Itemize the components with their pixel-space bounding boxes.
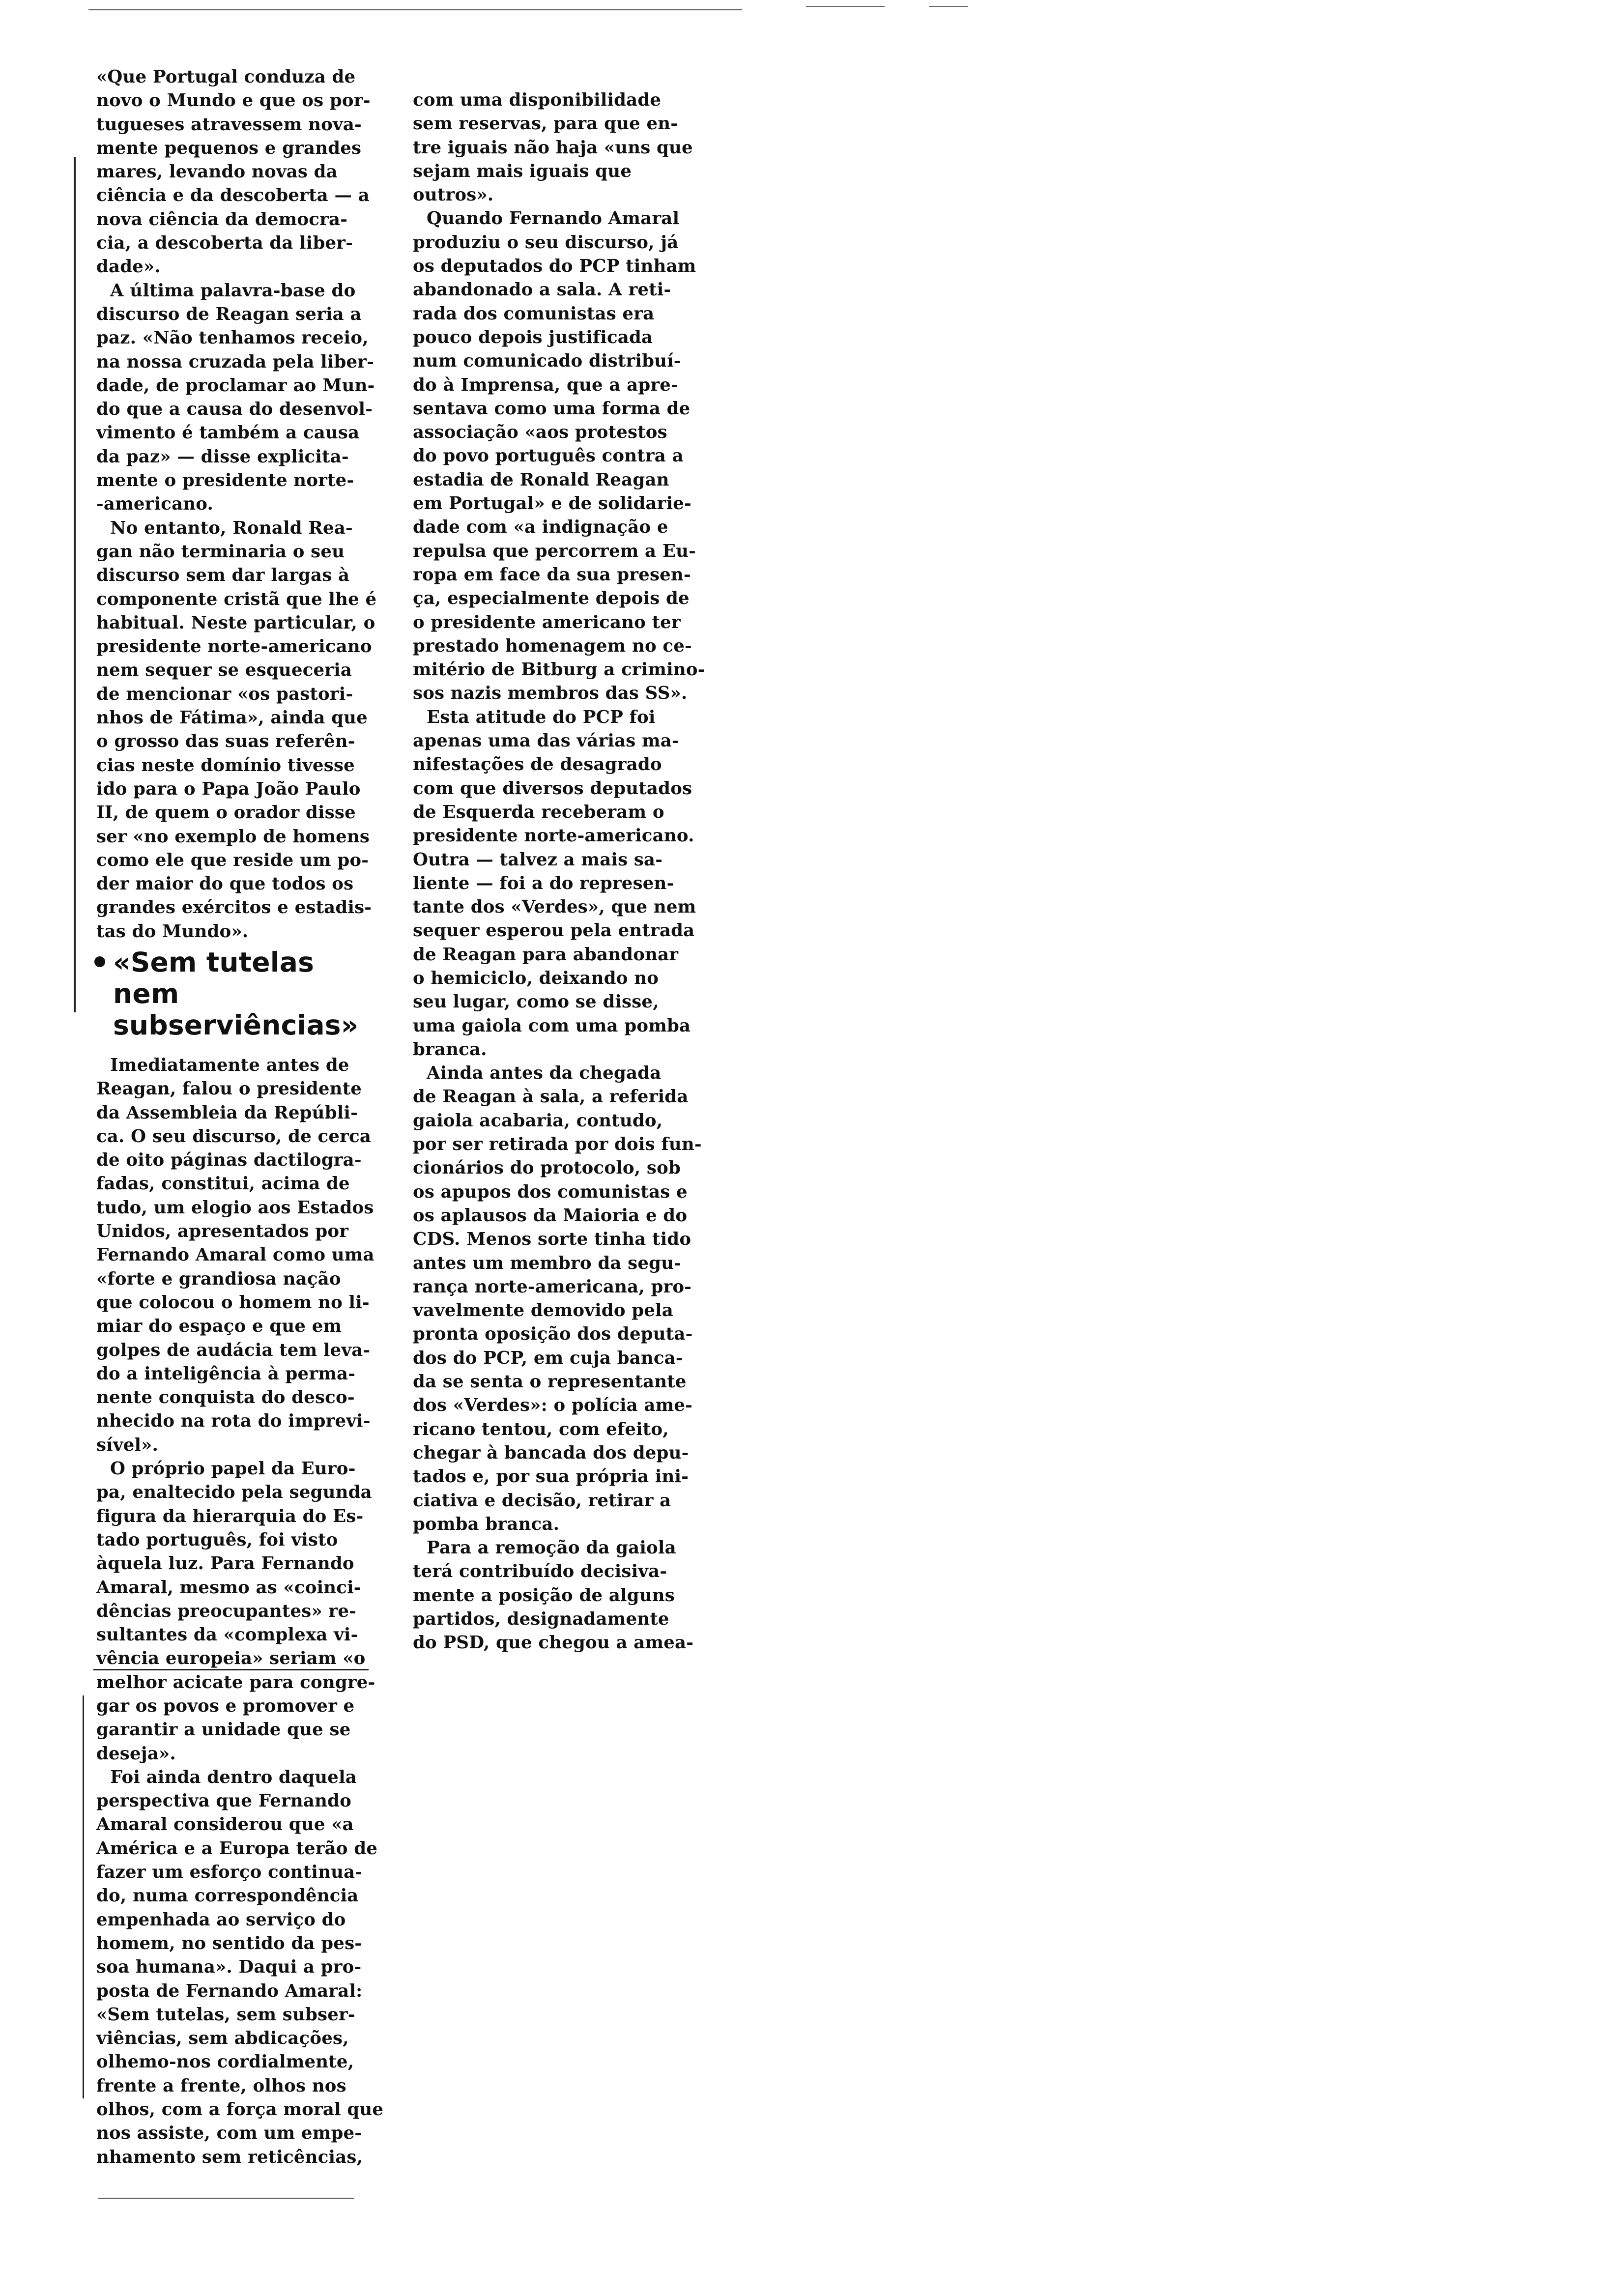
paragraph: Ainda antes da chegada de Reagan à sala, a referida gaiola acabaria, contudo, por ser retirada por dois fun- cionários do protocolo, sob os apupos dos comunistas e os aplausos da Maioria e do CDS. Menos sorte tinha tido antes um membro da segu- rança norte-americana, pro- vavelmente demovido pela pronta oposição dos deputa- dos do PCP, em cuja banca- da se senta o representante dos «Verdes»: o polícia ame- ricano tentou, com efeito, chegar à bancada dos depu- tados e, por sua própria ini- ciativa e decisão, retirar a pomba branca. (413, 1063, 702, 1534)
paragraph: Quando Fernando Amaral produziu o seu discurso, já os deputados do PCP tinham abandonado a sala. A reti- rada dos comunistas era pouco depois justificada num comunicado distribuí- do à Imprensa, que a apre- sentava como uma forma de associação «aos protestos do povo português contra a estadia de Ronald Reagan em Portugal» e de solidarie- dade com «a indignação e repulsa que percorrem a Eu- ropa em face da sua presen- ça, especialmente depois de o presidente americano ter prestado homenagem no ce- mitério de Bitburg a crimino- sos nazis membros das SS». (413, 208, 705, 704)
bullet-icon (94, 956, 105, 967)
cut-line-bottom (98, 2198, 354, 2199)
paragraph: com uma disponibilidade sem reservas, para que en- tre iguais não haja «uns que sejam mais iguais que outros». (413, 90, 693, 205)
column-edge-line (74, 157, 76, 1012)
column-edge-line-lower (83, 1695, 84, 2098)
left-column (96, 65, 401, 2169)
paragraph: Foi ainda dentro daquela perspectiva que Fernando Amaral considerou que «a América e a Europa terão de fazer um esforço continua- do, numa correspondência empenhada ao serviço do homem, no sentido da pes- soa humana». Daqui a pro- posta de Fernando Amaral: «Sem tutelas, sem subser- viências, sem abdicações, olhemo-nos cordialmente, frente a frente, olhos nos olhos, com a força moral que nos assiste, com um empe- nhamento sem reticências, (96, 1767, 384, 2167)
section-heading-text: «Sem tutelas nem subserviências» (113, 946, 359, 1041)
paragraph: Esta atitude do PCP foi apenas uma das várias ma- nifestações de desagrado com que diversos deputados de Esquerda receberam o presidente norte-americano. Outra — talvez a mais sa- liente — foi a do represen- tante dos «Verdes», que nem sequer esperou pela entrada de Reagan para abandonar o hemiciclo, deixando no seu lugar, como se disse, uma gaiola com uma pomba branca. (413, 707, 696, 1060)
right-column (413, 88, 757, 1655)
paragraph: Para a remoção da gaiola terá contribuído decisiva- mente a posição de alguns partidos, designadamente do PSD, que chegou a amea- (413, 1538, 694, 1653)
paragraph: A última palavra-base do discurso de Reagan seria a paz. «Não tenhamos receio, na nossa cruzada pela liber- dade, de proclamar ao Mun- do que a causa do desenvol- vimento é também a causa da paz» — disse explicita- mente o presidente norte- -americano. (96, 280, 375, 515)
paragraph: No entanto, Ronald Rea- gan não terminaria o seu discurso sem dar largas à componente cristã que lhe é habitual. Neste particular, o presidente norte-americano nem sequer se esqueceria de mencionar «os pastori- nhos de Fátima», ainda que o grosso das suas referên- cias neste domínio tivesse ido para o Papa João Paulo II, de quem o orador disse ser «no exemplo de homens como ele que reside um po- der maior do que todos os grandes exércitos e estadis- tas do Mundo». (96, 517, 377, 942)
paragraph: O próprio papel da Euro- pa, enaltecido pela segunda figura da hierarquia do Es- tado português, foi visto àquela luz. Para Fernando Amaral, mesmo as «coinci- dências preocupantes» re- sultantes da «complexa vi- vência europeia» seriam «o melhor acicate para congre- gar os povos e promover e garantir a unidade que se deseja». (96, 1459, 375, 1764)
paragraph: «Que Portugal conduza de novo o Mundo e que os por- tugueses atravessem nova- mente pequenos e grandes mares, levando novas da ciência e da descoberta — a nova ciência da democra- cia, a descoberta da liber- dade». (96, 67, 371, 277)
top-rule-right (806, 6, 885, 7)
section-heading (113, 947, 401, 1041)
top-rule-right-2 (929, 6, 968, 7)
paragraph: Imediatamente antes de Reagan, falou o presidente da Assembleia da Repúbli- ca. O seu discurso, de cerca de oito páginas dactilogra- fadas, constitui, acima de tudo, um elogio aos Estados Unidos, apresentados por Fernando Amaral como uma «forte e grandiosa nação que colocou o homem no li- miar do espaço e que em golpes de audácia tem leva- do a inteligência à perma- nente conquista do desco- nhecido na rota do imprevi- sível». (96, 1055, 374, 1455)
top-rule (88, 9, 742, 10)
